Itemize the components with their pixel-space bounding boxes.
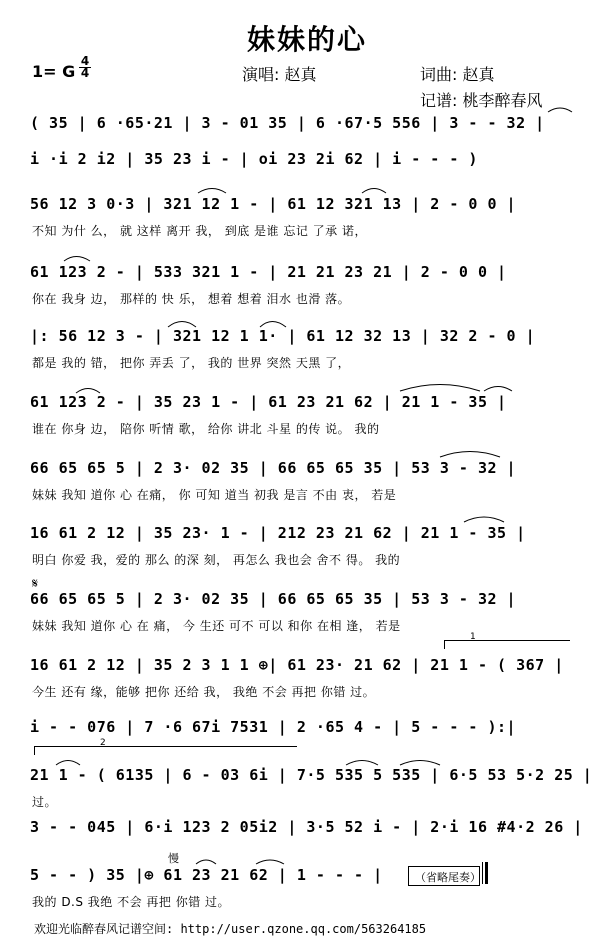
staff-lyrics-10: 今生 还有 缘，能够 把你 还给 我， 我绝 不会 再把 你错 过。: [32, 685, 376, 699]
footer-credit: 欢迎光临醉春风记谱空间: http://user.qzone.qq.com/563264185: [34, 922, 427, 936]
lyrics-music-credit: 词曲: 赵真: [420, 65, 495, 84]
song-title: 妹妹的心: [246, 23, 367, 56]
staff-notes-13: 3 - - 045 | 6·i 123 2 05i2 | 3·5 52 i - | 2·i 16 #4·2 26 |: [30, 818, 583, 836]
staff-notes-14: 5 - - ) 35 |⊕ 61 23 21 62 | 1 - - - |: [30, 866, 383, 884]
time-signature-bottom: 4: [80, 66, 90, 80]
staff-notes-6: 61 123 2 - | 35 23 1 - | 61 23 21 62 | 21 1 - 35 |: [30, 393, 507, 411]
staff-lyrics-8: 明白 你爱 我，爱的 那么 的深 刻， 再怎么 我也会 舍不 得。 我的: [32, 553, 401, 567]
staff-notes-11: i - - 076 | 7 ·6 67i 7531 | 2 ·65 4 - | 5 - - - ):|: [30, 718, 517, 736]
coda-tempo-marking: 慢: [168, 852, 179, 865]
staff-notes-10: 16 61 2 12 | 35 2 3 1 1 ⊕| 61 23· 21 62 | 21 1 - ( 367 |: [30, 656, 564, 674]
staff-lyrics-14: 我的 D.S 我绝 不会 再把 你错 过。: [32, 895, 231, 909]
singer-credit: 演唱: 赵真: [242, 65, 317, 84]
transcriber-credit: 记谱: 桃李醉春风: [420, 91, 543, 110]
volta-bracket-1: [444, 640, 570, 649]
staff-lyrics-3: 不知 为什 么， 就 这样 离开 我， 到底 是谁 忘记 了承 诺，: [32, 224, 367, 238]
volta-label-1: 1: [470, 632, 476, 642]
staff-lyrics-7: 妹妹 我知 道你 心 在痛， 你 可知 道当 初我 是言 不由 衷， 若是: [32, 488, 397, 502]
final-barline-thick: [485, 862, 488, 884]
staff-notes-7: 66 65 65 5 | 2 3· 02 35 | 66 65 65 35 | 53 3 - 32 |: [30, 459, 517, 477]
staff-lyrics-9: 妹妹 我知 道你 心 在 痛， 今 生还 可不 可以 和你 在相 逢， 若是: [32, 619, 401, 633]
staff-notes-2: i ·i 2 i2 | 35 23 i - | oi 23 2i 62 | i - - - ): [30, 150, 478, 168]
staff-lyrics-5: 都是 我的 错， 把你 弄丢 了， 我的 世界 突然 天黑 了，: [32, 356, 351, 370]
final-barline-thin: [482, 862, 483, 884]
key-signature: 1= G: [32, 62, 76, 81]
segno-sign: 𝄋: [32, 576, 39, 592]
staff-notes-12: 21 1 - ( 6135 | 6 - 03 6i | 7·5 535 5 535 | 6·5 53 5·2 25 |: [30, 766, 593, 784]
staff-lyrics-4: 你在 我身 边， 那样的 快 乐， 想着 想着 泪水 也滑 落。: [32, 292, 351, 306]
staff-lyrics-6: 谁在 你身 边， 陪你 听情 歌， 给你 讲北 斗星 的传 说。 我的: [32, 422, 380, 436]
staff-lyrics-12: 过。: [32, 795, 58, 809]
staff-notes-9: 66 65 65 5 | 2 3· 02 35 | 66 65 65 35 | 53 3 - 32 |: [30, 590, 517, 608]
staff-notes-3: 56 12 3 0·3 | 321 12 1 - | 61 12 321 13 | 2 - 0 0 |: [30, 195, 517, 213]
staff-notes-8: 16 61 2 12 | 35 23· 1 - | 212 23 21 62 | 21 1 - 35 |: [30, 524, 526, 542]
outro-note-text: （省略尾奏）: [415, 871, 481, 884]
time-signature: [78, 56, 92, 79]
staff-notes-1: ( 35 | 6 ·65·21 | 3 - 01 35 | 6 ·67·5 556 | 3 - - 32 |: [30, 114, 545, 132]
staff-notes-5: |: 56 12 3 - | 321 12 1 1· | 61 12 32 13 | 32 2 - 0 |: [30, 327, 536, 345]
staff-notes-4: 61 123 2 - | 533 321 1 - | 21 21 23 21 | 2 - 0 0 |: [30, 263, 507, 281]
outro-note-box: [408, 866, 480, 886]
volta-bracket-2: [34, 746, 297, 755]
time-signature-top: 4: [80, 54, 90, 68]
volta-label-2: 2: [100, 738, 106, 748]
